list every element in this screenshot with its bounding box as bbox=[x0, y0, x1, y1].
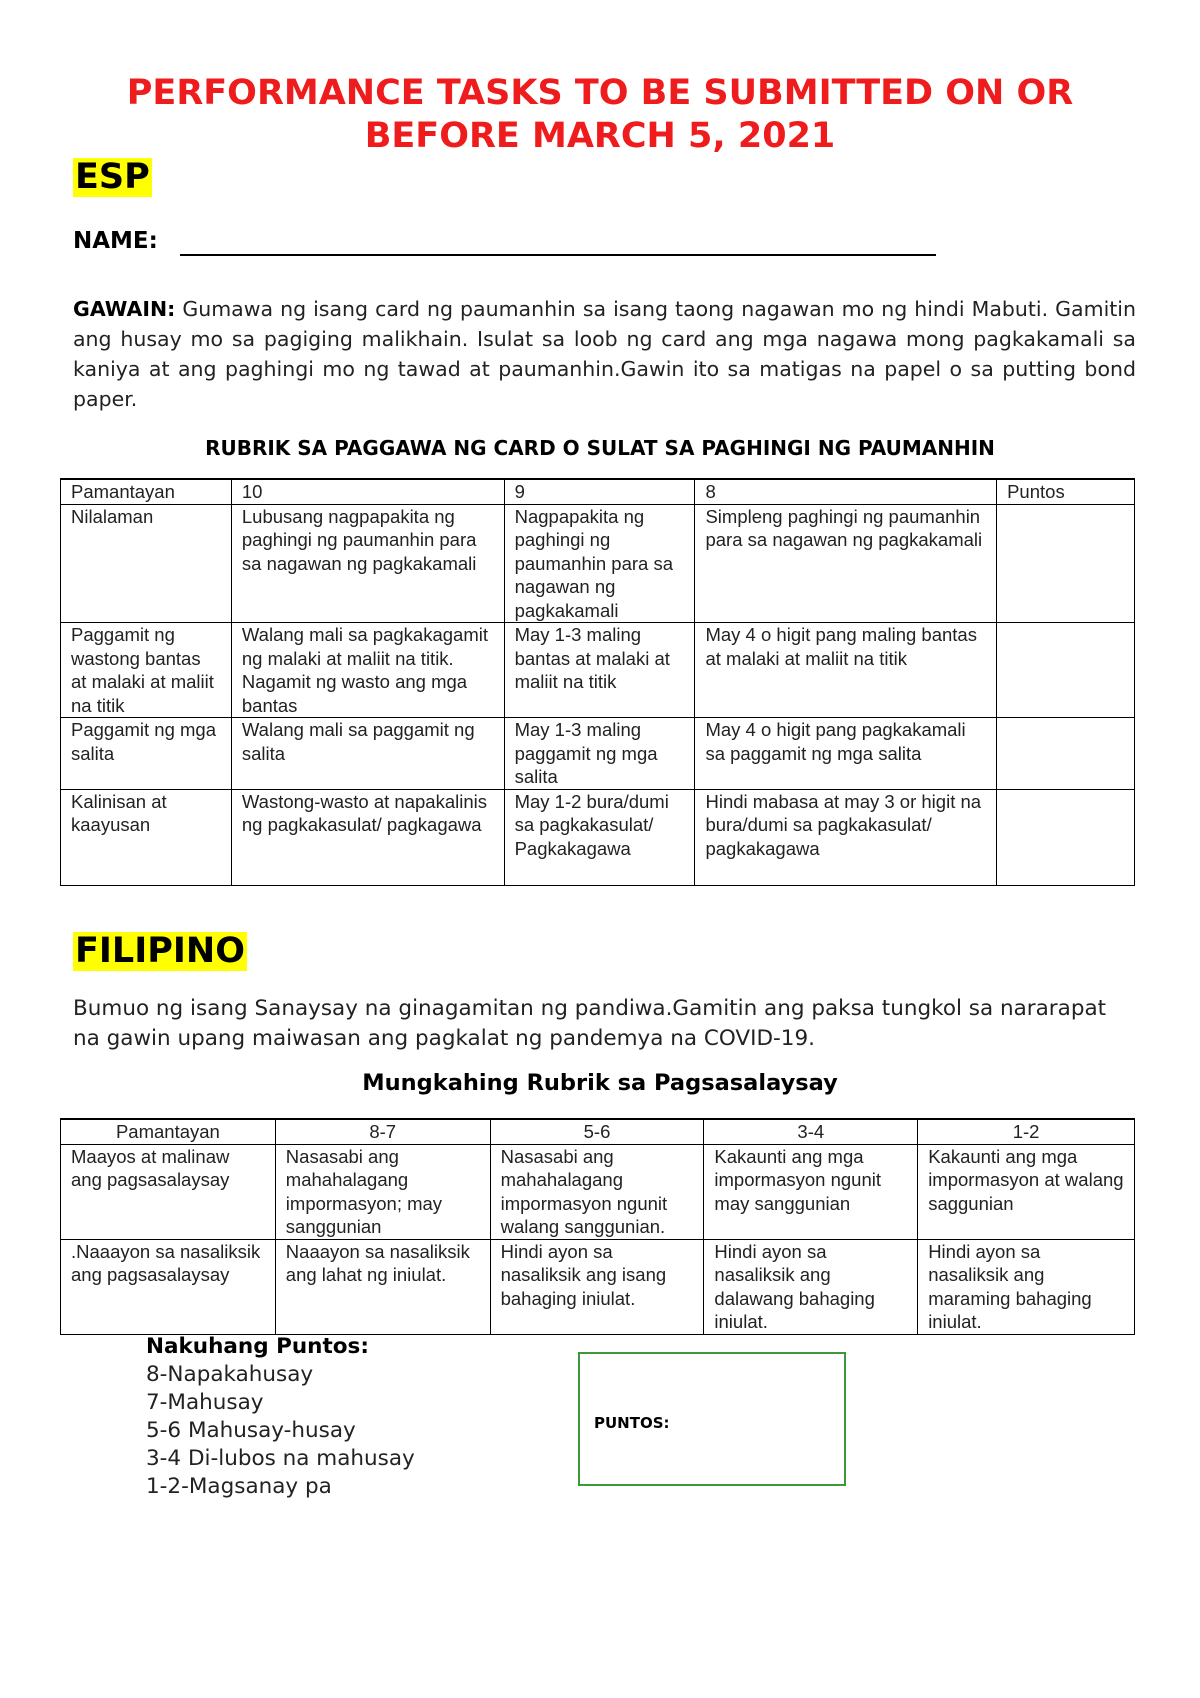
score-level-item: 5-6 Mahusay-husay bbox=[146, 1418, 356, 1443]
gawain-text: Gumawa ng isang card ng paumanhin sa isang taong nagawan mo ng hindi Mabuti. Gamitin ang husay mo sa pagiging malikhain. Isulat sa loob ng card ang mga nagawa mong pagkakamali sa kaniya at ang paghingi mo ng tawad at paumanhin.Gawin ito sa matigas na papel o sa putting bond paper. bbox=[73, 297, 1136, 411]
esp-rubric-title: RUBRIK SA PAGGAWA NG CARD O SULAT SA PAGHINGI NG PAUMANHIN bbox=[205, 436, 995, 460]
header-cell: 8-7 bbox=[275, 1119, 490, 1144]
score-level-item: 7-Mahusay bbox=[146, 1390, 264, 1415]
table-cell: Kakaunti ang mga impormasyon ngunit may sanggunian bbox=[704, 1144, 918, 1239]
table-cell: Hindi mabasa at may 3 or higit na bura/dumi sa pagkakasulat/ pagkakagawa bbox=[695, 789, 997, 885]
filipino-rubric-title: Mungkahing Rubrik sa Pagsasalaysay bbox=[362, 1070, 838, 1096]
table-header-row bbox=[61, 1119, 1135, 1144]
puntos-label: PUNTOS: bbox=[594, 1414, 670, 1432]
table-cell: May 1-3 maling paggamit ng mga salita bbox=[504, 718, 695, 790]
table-row bbox=[61, 623, 1135, 718]
table-cell: May 4 o higit pang pagkakamali sa paggamit ng mga salita bbox=[695, 718, 997, 790]
header-cell: Pamantayan bbox=[61, 479, 232, 504]
title-line-2: BEFORE MARCH 5, 2021 bbox=[364, 116, 836, 156]
table-cell: Walang mali sa paggamit ng salita bbox=[231, 718, 504, 790]
header-cell: 10 bbox=[231, 479, 504, 504]
table-cell: May 1-2 bura/dumi sa pagkakasulat/ Pagkakagawa bbox=[504, 789, 695, 885]
filipino-instruction: Bumuo ng isang Sanaysay na ginagamitan ng pandiwa.Gamitin ang paksa tungkol sa nararapat na gawin upang maiwasan ang pagkalat ng pandemya na COVID-19. bbox=[73, 996, 1107, 1051]
criterion-cell: Paggamit ng wastong bantas at malaki at maliit na titik bbox=[61, 623, 232, 718]
table-cell: Kakaunti ang mga impormasyon at walang saggunian bbox=[918, 1144, 1135, 1239]
name-blank-line[interactable] bbox=[180, 254, 936, 256]
name-label: NAME: bbox=[73, 228, 158, 254]
score-cell[interactable] bbox=[997, 718, 1135, 790]
header-cell: 1-2 bbox=[918, 1119, 1135, 1144]
table-row bbox=[61, 1144, 1135, 1239]
table-row bbox=[61, 504, 1135, 623]
table-row bbox=[61, 1239, 1135, 1334]
esp-subject-heading: ESP bbox=[75, 157, 150, 197]
table-cell: Walang mali sa pagkakagamit ng malaki at maliit na titik. Nagamit ng wasto ang mga bantas bbox=[231, 623, 504, 718]
table-cell: Simpleng paghingi ng paumanhin para sa nagawan ng pagkakamali bbox=[695, 504, 997, 623]
filipino-subject-heading: FILIPINO bbox=[75, 931, 245, 971]
table-header-row bbox=[61, 479, 1135, 504]
table-row bbox=[61, 718, 1135, 790]
score-cell[interactable] bbox=[997, 504, 1135, 623]
criterion-cell: Paggamit ng mga salita bbox=[61, 718, 232, 790]
table-cell: Nasasabi ang mahahalagang impormasyon ngunit walang sanggunian. bbox=[490, 1144, 704, 1239]
score-legend bbox=[146, 1333, 415, 1501]
header-cell: Puntos bbox=[997, 479, 1135, 504]
esp-task-paragraph bbox=[73, 294, 1136, 414]
criterion-cell: .Naaayon sa nasaliksik ang pagsasalaysay bbox=[61, 1239, 276, 1334]
score-level-item: 3-4 Di-lubos na mahusay bbox=[146, 1446, 415, 1471]
table-cell: Hindi ayon sa nasaliksik ang maraming bahaging iniulat. bbox=[918, 1239, 1135, 1334]
header-cell: 3-4 bbox=[704, 1119, 918, 1144]
score-level-item: 8-Napakahusay bbox=[146, 1362, 314, 1387]
table-cell: Hindi ayon sa nasaliksik ang isang bahaging iniulat. bbox=[490, 1239, 704, 1334]
esp-rubric-table bbox=[60, 478, 1135, 886]
filipino-rubric-table bbox=[60, 1118, 1135, 1335]
gawain-label: GAWAIN: bbox=[73, 297, 176, 321]
score-cell[interactable] bbox=[997, 789, 1135, 885]
header-cell: Pamantayan bbox=[61, 1119, 276, 1144]
score-legend-heading: Nakuhang Puntos: bbox=[146, 1334, 369, 1359]
score-level-item: 1-2-Magsanay pa bbox=[146, 1474, 332, 1499]
header-cell: 8 bbox=[695, 479, 997, 504]
score-cell[interactable] bbox=[997, 623, 1135, 718]
table-cell: Wastong-wasto at napakalinis ng pagkakasulat/ pagkagawa bbox=[231, 789, 504, 885]
header-cell: 5-6 bbox=[490, 1119, 704, 1144]
page-title bbox=[60, 72, 1140, 158]
table-cell: Nasasabi ang mahahalagang impormasyon; may sanggunian bbox=[275, 1144, 490, 1239]
table-cell: May 1-3 maling bantas at malaki at maliit na titik bbox=[504, 623, 695, 718]
criterion-cell: Maayos at malinaw ang pagsasalaysay bbox=[61, 1144, 276, 1239]
puntos-score-box[interactable] bbox=[578, 1352, 846, 1486]
table-cell: Nagpapakita ng paghingi ng paumanhin para sa nagawan ng pagkakamali bbox=[504, 504, 695, 623]
table-cell: May 4 o higit pang maling bantas at malaki at maliit na titik bbox=[695, 623, 997, 718]
table-cell: Hindi ayon sa nasaliksik ang dalawang bahaging iniulat. bbox=[704, 1239, 918, 1334]
header-cell: 9 bbox=[504, 479, 695, 504]
title-line-1: PERFORMANCE TASKS TO BE SUBMITTED ON OR bbox=[126, 73, 1074, 113]
criterion-cell: Nilalaman bbox=[61, 504, 232, 623]
table-row bbox=[61, 789, 1135, 885]
criterion-cell: Kalinisan at kaayusan bbox=[61, 789, 232, 885]
table-cell: Naaayon sa nasaliksik ang lahat ng iniulat. bbox=[275, 1239, 490, 1334]
table-cell: Lubusang nagpapakita ng paghingi ng paumanhin para sa nagawan ng pagkakamali bbox=[231, 504, 504, 623]
